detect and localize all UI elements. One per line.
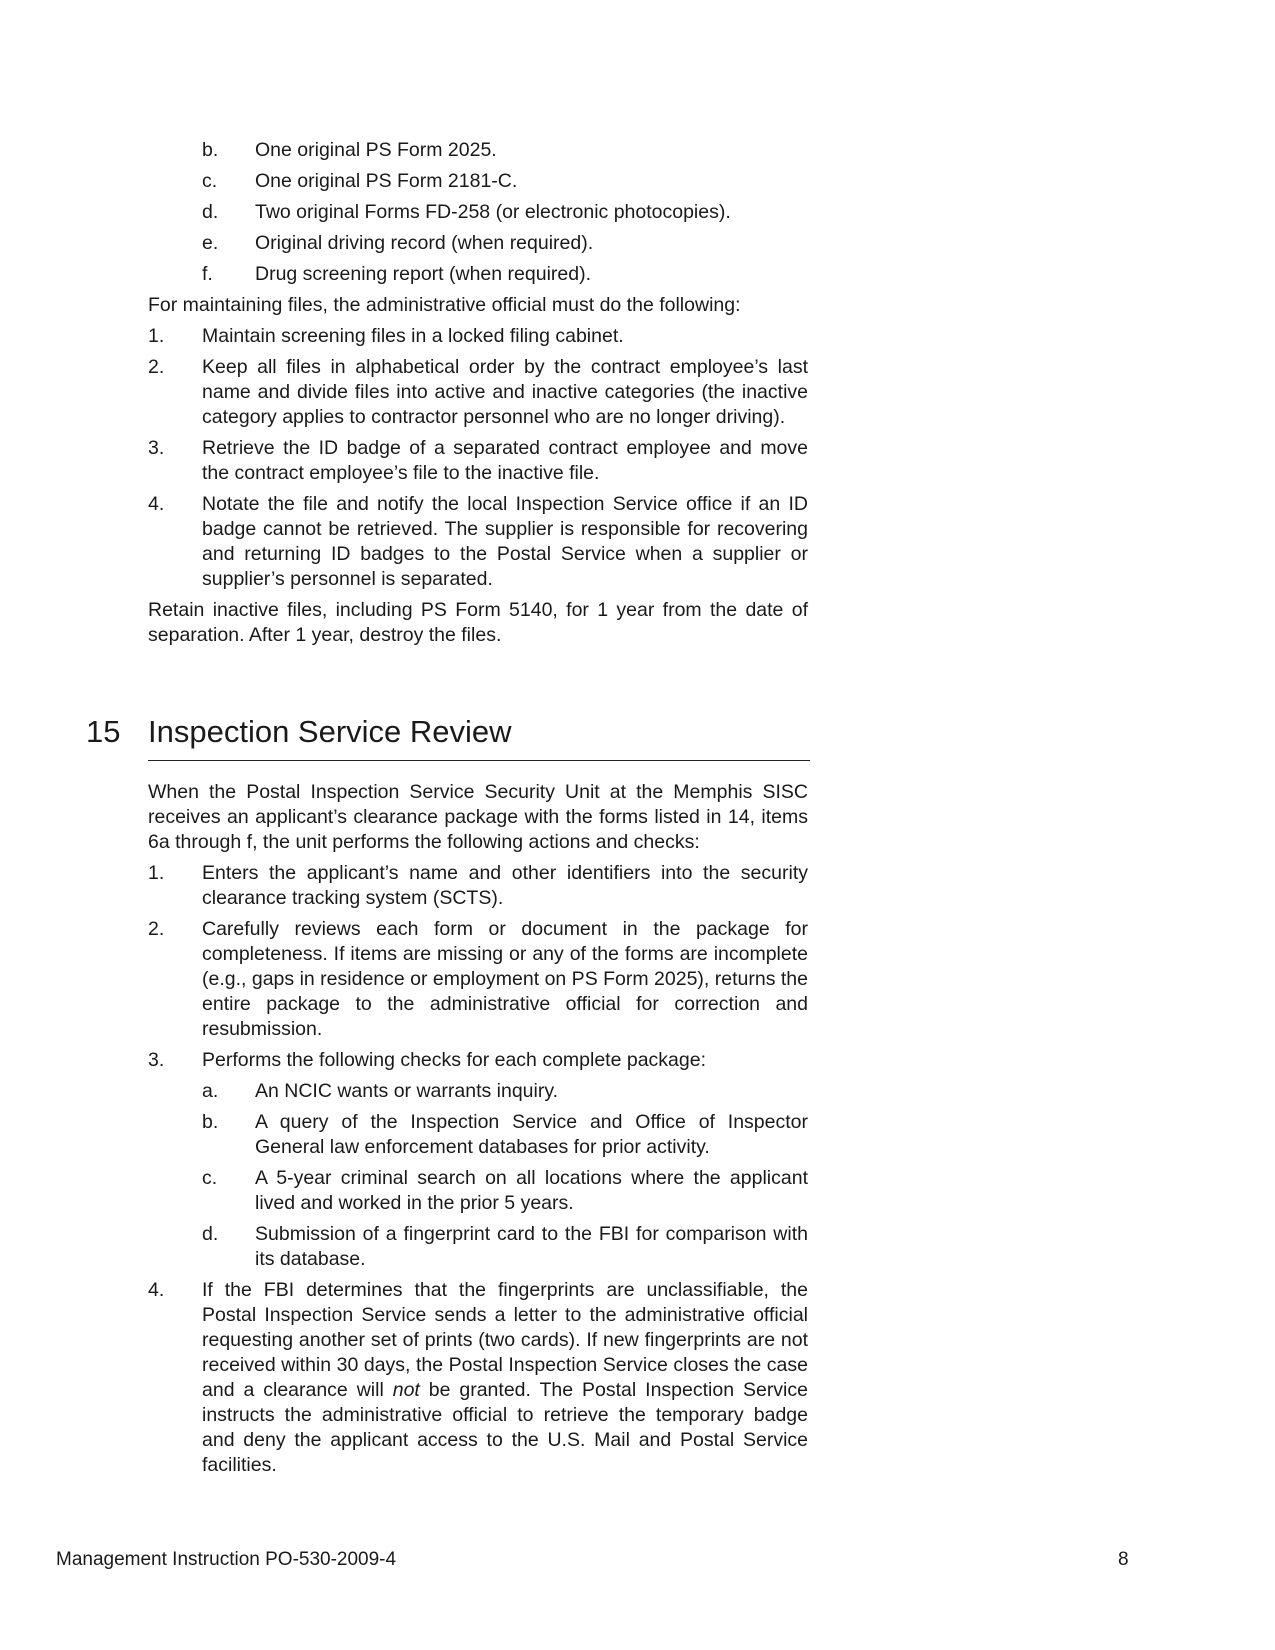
check-item: a. An NCIC wants or warrants inquiry. xyxy=(202,1080,559,1102)
sublist-item: c. One original PS Form 2181-C. xyxy=(202,170,518,192)
emphasis-not: not xyxy=(392,1379,420,1401)
sublist-item: f. Drug screening report (when required). xyxy=(202,263,591,285)
section-title: Inspection Service Review xyxy=(148,714,512,749)
section-rule xyxy=(148,760,810,761)
retain-paragraph: Retain inactive files, including PS Form 5140, for 1 year from the date of separation. After 1 year, destroy the files. xyxy=(148,599,808,646)
upper-body xyxy=(148,138,808,648)
sublist-item: b. One original PS Form 2025. xyxy=(202,139,497,161)
section-body xyxy=(148,780,808,1478)
files-intro: For maintaining files, the administrative official must do the following: xyxy=(148,294,741,316)
review-list-item: 4. If the FBI determines that the fingerprints are unclassifiable, the Postal Inspection Service sends a letter to the administrative official requesting another set of prints (two cards). If new fingerprints are not received within 30 days, the Postal Inspection Service closes the case and a clearance will not be granted. The Postal Inspection Service instructs the administrative official to retrieve the temporary badge and deny the applicant access to the U.S. Mail and Postal Service facilities. xyxy=(148,1279,808,1476)
files-list-item: 1. Maintain screening files in a locked filing cabinet. xyxy=(148,325,624,347)
section-intro: When the Postal Inspection Service Security Unit at the Memphis SISC receives an applicant’s clearance package with the forms listed in 14, items 6a through f, the unit performs the following actions and checks: xyxy=(148,781,808,853)
section-number: 15 xyxy=(86,714,121,749)
check-item: d. Submission of a fingerprint card to the FBI for comparison with its database. xyxy=(202,1223,808,1270)
review-list-item: 2. Carefully reviews each form or document in the package for completeness. If items are missing or any of the forms are incomplete (e.g., gaps in residence or employment on PS Form 2025), returns the entire package to the administrative official for correction and resubmission. xyxy=(148,918,808,1040)
files-list-item: 4. Notate the file and notify the local Inspection Service office if an ID badge cannot be retrieved. The supplier is responsible for recovering and returning ID badges to the Postal Service when a supplier or supplier’s personnel is separated. xyxy=(148,493,808,590)
review-item-4-text: If the FBI determines that the fingerprints are unclassifiable, the Postal Inspection Service sends a letter to the administrative official requesting another set of prints (two cards). If new fingerprints are not received within 30 days, the Postal Inspection Service closes the case and a clearance will not be granted. The Postal Inspection Service instructs the administrative official to retrieve the temporary badge and deny the applicant access to the U.S. Mail and Postal Service facilities. xyxy=(202,1279,808,1476)
sublist-item: e. Original driving record (when required). xyxy=(202,232,594,254)
footer-page-number: 8 xyxy=(1118,1549,1129,1570)
files-list-item: 2. Keep all files in alphabetical order by the contract employee’s last name and divide files into active and inactive categories (the inactive category applies to contractor personnel who are no longer driving). xyxy=(148,356,808,428)
review-list-item: 1. Enters the applicant’s name and other identifiers into the security clearance tracking system (SCTS). xyxy=(148,862,808,909)
sublist-item: d. Two original Forms FD-258 (or electronic photocopies). xyxy=(202,201,731,223)
check-item: c. A 5-year criminal search on all locations where the applicant lived and worked in the prior 5 years. xyxy=(202,1167,808,1214)
check-item: b. A query of the Inspection Service and Office of Inspector General law enforcement databases for prior activity. xyxy=(202,1111,808,1158)
footer-document-id: Management Instruction PO-530-2009-4 xyxy=(56,1549,397,1570)
files-list-item: 3. Retrieve the ID badge of a separated contract employee and move the contract employee’s file to the inactive file. xyxy=(148,437,808,484)
review-list-item: 3. Performs the following checks for each complete package: xyxy=(148,1049,707,1071)
